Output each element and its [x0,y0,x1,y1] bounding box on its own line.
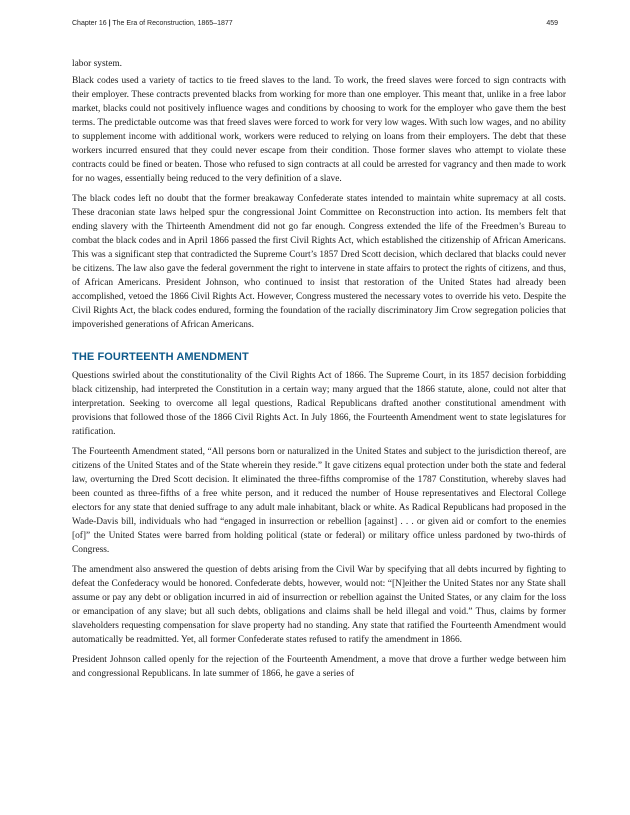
chapter-name: The Era of Reconstruction, 1865–1877 [112,20,233,27]
section-heading: THE FOURTEENTH AMENDMENT [72,351,249,363]
header-separator: | [108,20,111,27]
paragraph: The amendment also answered the question of debts arising from the Civil War by specifying that all debts incurred by fighting to defeat the Confederacy would be honored. Confederate debts, however, would not: “[N]either the United States nor any State shall assume or pay any debt or obligation incurred in aid of insurrection or rebellion against the United States, or any claim for the loss or emancipation of any slave; but all such debts, obligations and claims shall be held illegal and void.” Thus, claims by former slaveholders requesting compensation for slave property had no standing. Any state that ratified the Fourteenth Amendment would automatically be readmitted. Yet, all former Confederate states refused to ratify the amendment in 1866. [72,565,566,645]
running-header [72,20,558,34]
paragraph: labor system. [72,59,122,69]
paragraph: The black codes left no doubt that the former breakaway Confederate states intended to maintain white supremacy at all costs. These draconian state laws helped spur the congressional Joint Committee on Reconstruction into action. Its members felt that ending slavery with the Thirteenth Amendment did not go far enough. Congress extended the life of the Freedmen’s Bureau to combat the black codes and in April 1866 passed the first Civil Rights Act, which established the citizenship of African Americans. This was a significant step that contradicted the Supreme Court’s 1857 Dred Scott decision, which declared that blacks could never be citizens. The law also gave the federal government the right to intervene in state affairs to protect the rights of citizens, and thus, of African Americans. President Johnson, who continued to insist that restoration of the United States had already been accomplished, vetoed the 1866 Civil Rights Act. However, Congress mustered the necessary votes to override his veto. Despite the Civil Rights Act, the black codes endured, forming the foundation of the racially discriminatory Jim Crow segregation policies that impoverished generations of African Americans. [72,194,566,330]
paragraph: The Fourteenth Amendment stated, “All persons born or naturalized in the United States and subject to the jurisdiction thereof, are citizens of the United States and of the State wherein they reside.” It gave citizens equal protection under both the state and federal law, overturning the Dred Scott decision. It eliminated the three-fifths compromise of the 1787 Constitution, whereby slaves had been counted as three-fifths of a free white person, and it reduced the number of House representatives and Electoral College electors for any state that denied suffrage to any adult male inhabitant, black or white. As Radical Republicans had proposed in the Wade-Davis bill, individuals who had “engaged in insurrection or rebellion [against] . . . or given aid or comfort to the enemies [of]” the United States were barred from holding political (state or federal) or military office unless pardoned by two-thirds of Congress. [72,447,566,555]
page-number: 459 [546,20,558,27]
paragraph: Black codes used a variety of tactics to tie freed slaves to the land. To work, the freed slaves were forced to sign contracts with their employer. These contracts prevented blacks from working for more than one employer. This meant that, unlike in a free labor market, blacks could not positively influence wages and conditions by choosing to work for the employer who gave them the best terms. The predictable outcome was that freed slaves were forced to work for very low wages. With such low wages, and no ability to supplement income with additional work, workers were reduced to relying on loans from their employers. The debt that these workers incurred ensured that they could never escape from their condition. Those former slaves who attempt to violate these contracts could be fined or beaten. Those who refused to sign contracts at all could be arrested for vagrancy and then made to work for no wages, essentially being reduced to the very definition of a slave. [72,76,566,184]
chapter-title [72,20,233,27]
paragraph: Questions swirled about the constitutionality of the Civil Rights Act of 1866. The Supreme Court, in its 1857 decision forbidding black citizenship, had interpreted the Constitution in a certain way; many argued that the 1866 statute, alone, could not alter that interpretation. Seeking to overcome all legal questions, Radical Republicans drafted another constitutional amendment with provisions that followed those of the 1866 Civil Rights Act. In July 1866, the Fourteenth Amendment went to state legislatures for ratification. [72,371,566,437]
body-text [72,57,566,687]
chapter-label: Chapter 16 [72,20,107,27]
paragraph: President Johnson called openly for the rejection of the Fourteenth Amendment, a move that drove a further wedge between him and congressional Republicans. In late summer of 1866, he gave a series of [72,655,566,679]
